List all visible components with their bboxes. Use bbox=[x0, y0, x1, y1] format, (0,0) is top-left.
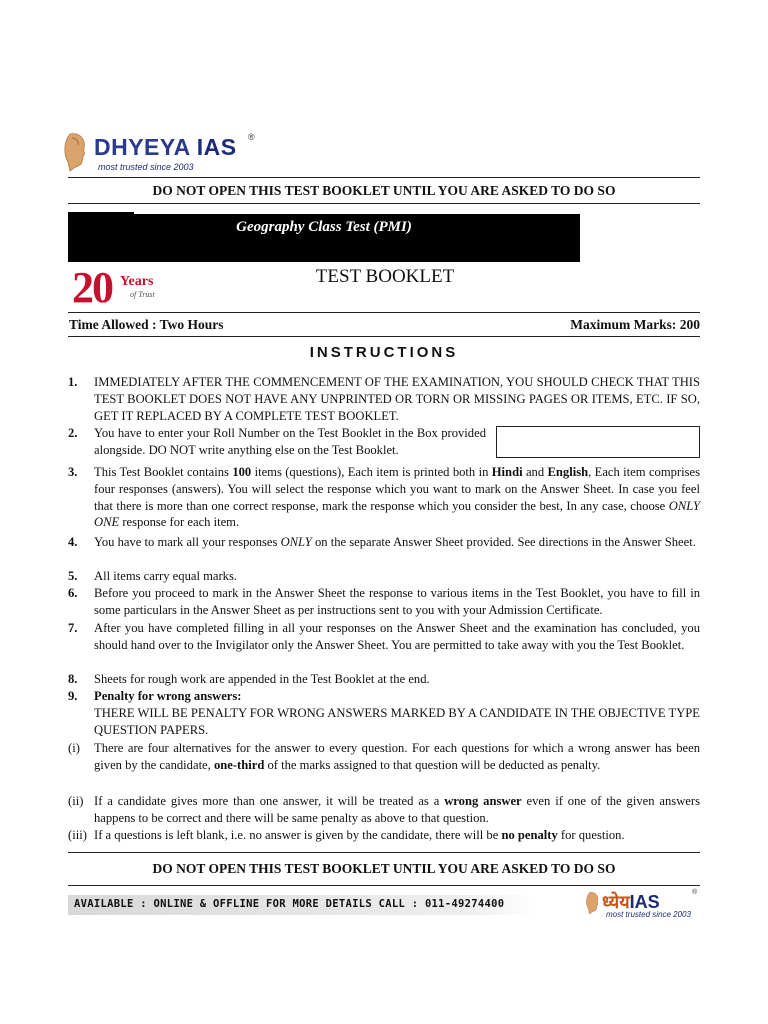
test-title-bar bbox=[68, 212, 580, 262]
top-warning: DO NOT OPEN THIS TEST BOOKLET UNTIL YOU ARE ASKED TO DO SO bbox=[152, 183, 616, 198]
instructions-heading: INSTRUCTIONS bbox=[309, 344, 459, 361]
booklet-title: TEST BOOKLET bbox=[315, 266, 455, 287]
registered-mark: ® bbox=[248, 132, 255, 142]
instruction-item: (i) There are four alternatives for the answer to every question. For each questions for which a wrong answer has been given by the candidate, one-third of the marks assigned to that question will be deducted as penalty. bbox=[68, 741, 700, 772]
logo-brand-text: DHYEYA IAS bbox=[94, 134, 237, 160]
instruction-item: 3. This Test Booklet contains 100 items (questions), Each item is printed both in Hindi and English, Each item comprises four responses (answers). You will select the response which you want to mark on the Answer Sheet. In case you feel that there is more than one correct response, mark the response which you consider the best, In any case, choose ONLY ONE response for each item. bbox=[68, 465, 701, 530]
instruction-item: 2. You have to enter your Roll Number on the Test Booklet in the Box provided alongside. DO NOT write anything else on the Test Booklet. bbox=[68, 426, 486, 457]
divider bbox=[68, 336, 700, 337]
divider bbox=[68, 177, 700, 178]
divider bbox=[68, 852, 700, 853]
divider bbox=[68, 203, 700, 204]
divider bbox=[68, 312, 700, 313]
dhyeya-ias-footer-logo: ध्येयIAS ® most trusted since 2003 bbox=[586, 889, 701, 925]
instruction-item: (ii) If a candidate gives more than one answer, it will be treated as a wrong answer even if one of the given answers happens to be correct and there will be same penalty as above to that question. bbox=[68, 794, 700, 825]
footer-logo-brand: ध्येयIAS bbox=[602, 892, 660, 912]
instruction-item: 9. Penalty for wrong answers: THERE WILL BE PENALTY FOR WRONG ANSWERS MARKED BY A CANDIDATE IN THE OBJECTIVE TYPE QUESTION PAPERS. bbox=[68, 689, 700, 737]
thinker-head-icon bbox=[586, 891, 600, 915]
twenty-years-logo: 20 Years of Trust bbox=[72, 263, 155, 312]
footer-contact-text: AVAILABLE : ONLINE & OFFLINE FOR MORE DETAILS CALL : 011-49274400 bbox=[74, 898, 505, 910]
footer-logo-tagline: most trusted since 2003 bbox=[606, 910, 691, 919]
test-title: Geography Class Test (PMI) bbox=[236, 219, 412, 235]
instruction-item: (iii) If a questions is left blank, i.e. no answer is given by the candidate, there will be no penalty for question. bbox=[68, 828, 625, 842]
logo-tagline: most trusted since 2003 bbox=[98, 162, 194, 172]
time-allowed: Time Allowed : Two Hours bbox=[69, 317, 224, 332]
roll-number-box[interactable] bbox=[496, 426, 700, 458]
instruction-item: 1. IMMEDIATELY AFTER THE COMMENCEMENT OF THE EXAMINATION, YOU SHOULD CHECK THAT THIS TEST BOOKLET DOES NOT HAVE ANY UNPRINTED OR TORN OR MISSING PAGES OR ITEMS, ETC. IF SO, GET IT REPLACED BY A COMPLETE TEST BOOKLET. bbox=[68, 375, 700, 423]
dhyeya-ias-logo bbox=[64, 130, 274, 176]
instruction-item: 8. Sheets for rough work are appended in the Test Booklet at the end. bbox=[68, 672, 430, 686]
instruction-item: 6. Before you proceed to mark in the Answer Sheet the response to various items in the Test Booklet, you have to fill in some particulars in the Answer Sheet as per instructions sent to you with your Admission Certificate. bbox=[68, 586, 700, 617]
instruction-item: 5. All items carry equal marks. bbox=[68, 569, 238, 583]
maximum-marks: Maximum Marks: 200 bbox=[570, 317, 700, 332]
footer-contact-band bbox=[68, 895, 538, 915]
instruction-item: 7. After you have completed filling in all your responses on the Answer Sheet and the examination has concluded, you should hand over to the Invigilator only the Answer Sheet. You are permitted to take away with you the Test Booklet. bbox=[68, 621, 700, 652]
divider bbox=[68, 885, 700, 886]
instruction-item: 4. You have to mark all your responses ONLY on the separate Answer Sheet provided. See directions in the Answer Sheet. bbox=[68, 535, 696, 549]
bottom-warning: DO NOT OPEN THIS TEST BOOKLET UNTIL YOU ARE ASKED TO DO SO bbox=[152, 861, 616, 876]
thinker-head-icon bbox=[64, 132, 88, 172]
